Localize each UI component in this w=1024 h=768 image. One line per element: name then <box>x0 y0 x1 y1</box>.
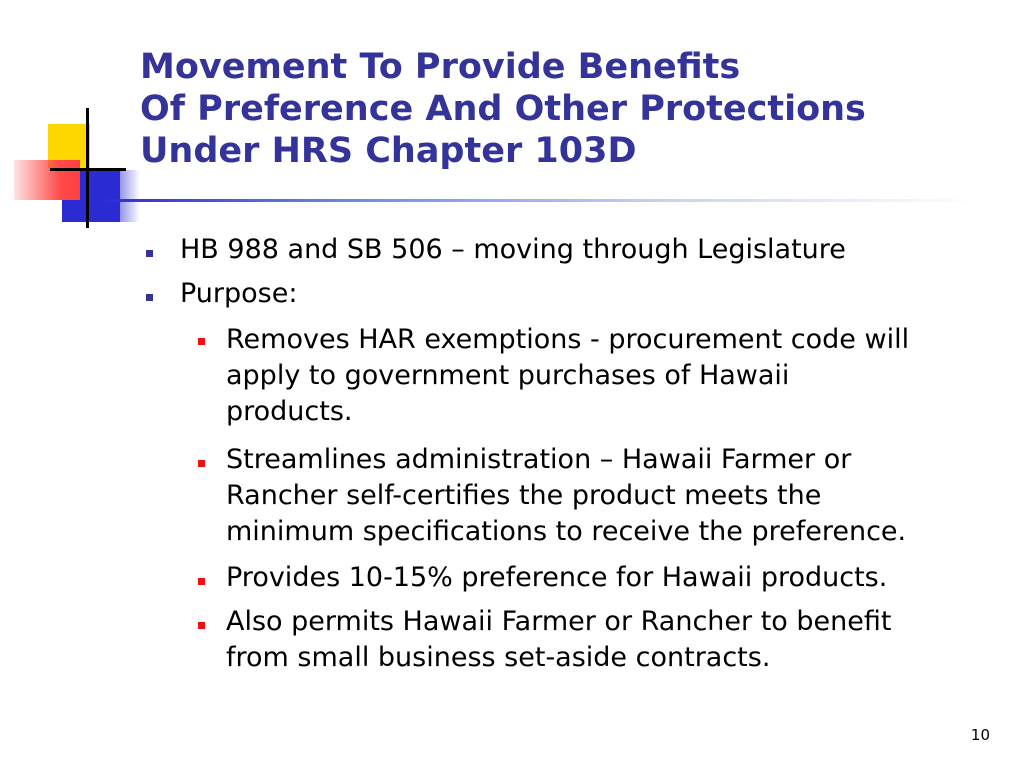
sub-bullet-text <box>226 560 1006 596</box>
bullet-square-icon <box>146 250 153 257</box>
slide-title <box>140 46 1000 172</box>
sub-bullet-line: Streamlines administration – Hawaii Farmer or <box>226 444 852 475</box>
sub-bullet-line: apply to government purchases of Hawaii <box>226 360 790 391</box>
title-line: Of Preference And Other Protections <box>140 89 866 129</box>
bullet-text: HB 988 and SB 506 – moving through Legislature <box>180 234 846 265</box>
sub-bullet-square-icon <box>198 578 205 585</box>
sub-bullet-text <box>226 604 1006 676</box>
sub-bullet-line: Also permits Hawaii Farmer or Rancher to benefit <box>226 606 892 637</box>
decoration-red-bar <box>14 160 80 200</box>
bullet-text: Purpose: <box>180 278 298 309</box>
bullet-square-icon <box>146 294 153 301</box>
sub-bullet-line: from small business set-aside contracts. <box>226 642 771 673</box>
sub-bullet-line: products. <box>226 396 353 427</box>
sub-bullet-line: Rancher self-certifies the product meets the <box>226 480 822 511</box>
sub-bullet-square-icon <box>198 622 205 629</box>
title-underline <box>100 199 980 202</box>
sub-bullet-line: Provides 10-15% preference for Hawaii products. <box>226 562 888 593</box>
sub-bullet-square-icon <box>198 460 205 467</box>
sub-bullet-square-icon <box>198 338 205 345</box>
page-number: 10 <box>970 726 990 744</box>
sub-bullet-text <box>226 442 1006 550</box>
title-line: Movement To Provide Benefits <box>140 47 741 87</box>
decoration-blue-fade <box>100 170 140 222</box>
sub-bullet-text <box>226 322 1006 430</box>
decoration-horizontal-line <box>50 168 126 171</box>
title-line: Under HRS Chapter 103D <box>140 131 637 171</box>
sub-bullet-line: minimum specifications to receive the preference. <box>226 516 907 547</box>
sub-bullet-line: Removes HAR exemptions - procurement code will <box>226 324 910 355</box>
